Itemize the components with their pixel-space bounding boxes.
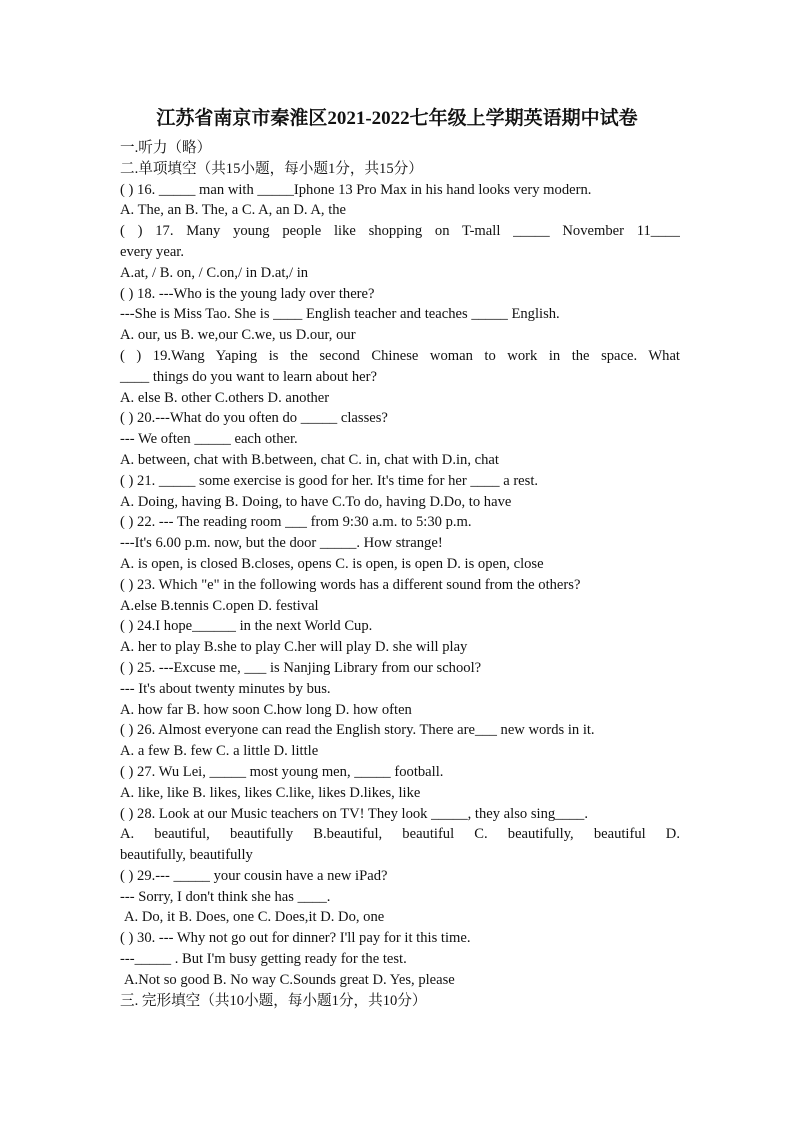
question-20-continued: --- We often _____ each other. <box>120 431 298 448</box>
question-25-continued: --- It's about twenty minutes by bus. <box>120 680 331 697</box>
exam-body <box>120 138 680 1011</box>
question-16-options: A. The, an B. The, a C. A, an D. A, the <box>120 202 347 219</box>
question-23: ( ) 23. Which "e" in the following words has a different sound from the others? <box>120 576 581 593</box>
question-26: ( ) 26. Almost everyone can read the English story. There are___ new words in it. <box>120 722 595 739</box>
question-21: ( ) 21. _____ some exercise is good for her. It's time for her ____ a rest. <box>120 472 539 489</box>
question-18-continued: ---She is Miss Tao. She is ____ English teacher and teaches _____ English. <box>120 306 560 323</box>
question-24-options: A. her to play B.she to play C.her will play D. she will play <box>120 639 468 656</box>
question-28: ( ) 28. Look at our Music teachers on TV! They look _____, they also sing____. <box>120 805 589 822</box>
question-19: ( ) 19.Wang Yaping is the second Chinese woman to work in the space. What <box>120 347 680 364</box>
question-17: ( ) 17. Many young people like shopping on T-mall _____ November 11____ <box>120 223 680 240</box>
question-18: ( ) 18. ---Who is the young lady over there? <box>120 285 375 302</box>
question-19-options: A. else B. other C.others D. another <box>120 389 330 406</box>
question-30-continued: ---_____ . But I'm busy getting ready for the test. <box>120 951 407 968</box>
section-heading-single-choice: 二.单项填空（共15小题，每小题1分，共15分） <box>120 160 423 177</box>
question-22-options: A. is open, is closed B.closes, opens C. is open, is open D. is open, close <box>120 555 544 572</box>
question-26-options: A. a few B. few C. a little D. little <box>120 743 319 760</box>
question-25-options: A. how far B. how soon C.how long D. how often <box>120 701 412 718</box>
question-21-options: A. Doing, having B. Doing, to have C.To do, having D.Do, to have <box>120 493 512 510</box>
question-29-options: A. Do, it B. Does, one C. Does,it D. Do, one <box>124 909 385 926</box>
page-title: 江苏省南京市秦淮区2021-2022七年级上学期英语期中试卷 <box>156 108 638 129</box>
question-29-continued: --- Sorry, I don't think she has ____. <box>120 888 331 905</box>
question-25: ( ) 25. ---Excuse me, ___ is Nanjing Library from our school? <box>120 659 482 676</box>
section-heading-listening: 一.听力（略） <box>120 140 212 156</box>
question-17-continued: every year. <box>120 243 185 260</box>
question-24: ( ) 24.I hope______ in the next World Cup. <box>120 618 373 635</box>
question-23-options: A.else B.tennis C.open D. festival <box>120 597 319 614</box>
question-22-continued: ---It's 6.00 p.m. now, but the door _____. How strange! <box>120 535 443 552</box>
question-27-options: A. like, like B. likes, likes C.like, likes D.likes, like <box>120 784 421 801</box>
question-28-options-continued: beautifully, beautifully <box>120 847 253 864</box>
question-29: ( ) 29.--- _____ your cousin have a new iPad? <box>120 867 388 884</box>
question-20-options: A. between, chat with B.between, chat C. in, chat with D.in, chat <box>120 451 499 468</box>
question-17-options: A.at, / B. on, / C.on,/ in D.at,/ in <box>120 264 309 281</box>
section-heading-cloze: 三. 完形填空（共10小题，每小题1分，共10分） <box>120 992 427 1009</box>
question-16: ( ) 16. _____ man with _____Iphone 13 Pro Max in his hand looks very modern. <box>120 181 592 198</box>
question-20: ( ) 20.---What do you often do _____ classes? <box>120 410 388 427</box>
question-30-options: A.Not so good B. No way C.Sounds great D. Yes, please <box>124 971 455 988</box>
question-18-options: A. our, us B. we,our C.we, us D.our, our <box>120 327 356 344</box>
question-19-continued: ____ things do you want to learn about her? <box>120 368 377 385</box>
question-22: ( ) 22. --- The reading room ___ from 9:30 a.m. to 5:30 p.m. <box>120 514 472 531</box>
question-28-options: A. beautiful, beautifully B.beautiful, beautiful C. beautifully, beautiful D. <box>120 826 680 843</box>
question-30: ( ) 30. --- Why not go out for dinner? I'll pay for it this time. <box>120 930 471 947</box>
question-27: ( ) 27. Wu Lei, _____ most young men, _____ football. <box>120 763 444 780</box>
